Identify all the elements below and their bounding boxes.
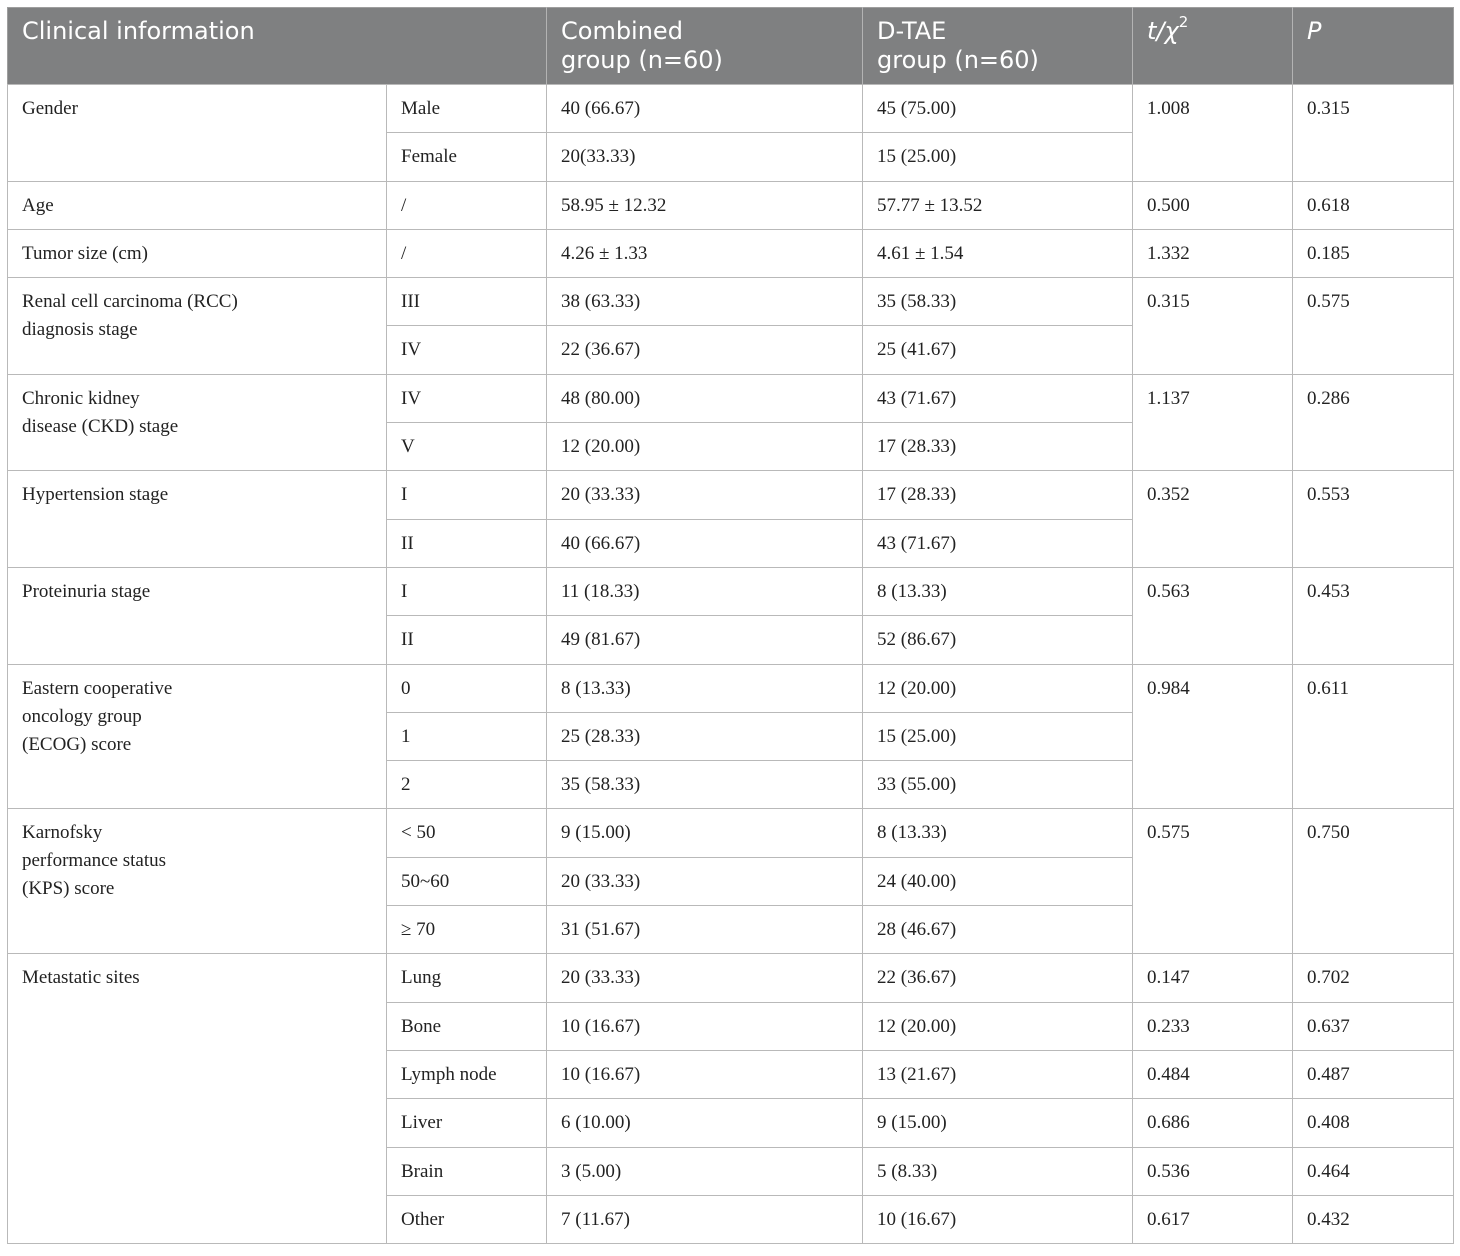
- row-group-label-line: (KPS) score: [22, 878, 115, 900]
- dtae-group-cell: 52 (86.67): [863, 616, 1133, 664]
- header-p-value-label: P: [1307, 17, 1322, 45]
- header-combined-line2: group (n=60): [561, 46, 723, 74]
- combined-group-cell: 38 (63.33): [547, 278, 863, 326]
- subcategory-cell: I: [387, 471, 547, 519]
- subcategory-cell: /: [387, 181, 547, 229]
- combined-group-cell: 6 (10.00): [547, 1099, 863, 1147]
- row-group-label-line: disease (CKD) stage: [22, 415, 179, 437]
- combined-group-cell: 49 (81.67): [547, 616, 863, 664]
- header-combined-line1: Combined: [561, 17, 683, 45]
- header-test-statistic: [1133, 8, 1293, 85]
- row-group-label: [8, 278, 387, 375]
- combined-group-cell: 11 (18.33): [547, 567, 863, 615]
- test-statistic-cell: 0.484: [1133, 1050, 1293, 1098]
- row-group-label: [8, 664, 387, 809]
- subcategory-cell: Brain: [387, 1147, 547, 1195]
- test-statistic-cell: 0.686: [1133, 1099, 1293, 1147]
- row-group-label: Proteinuria stage: [8, 567, 387, 664]
- table-row: [8, 809, 1454, 857]
- row-group-label: Age: [8, 181, 387, 229]
- subcategory-cell: I: [387, 567, 547, 615]
- row-group-label-line: performance status: [22, 850, 167, 872]
- table-row: [8, 567, 1454, 615]
- p-value-cell: 0.553: [1293, 471, 1454, 568]
- test-statistic-cell: 0.563: [1133, 567, 1293, 664]
- subcategory-cell: IV: [387, 374, 547, 422]
- table-row: [8, 181, 1454, 229]
- subcategory-cell: Other: [387, 1195, 547, 1243]
- p-value-cell: 0.453: [1293, 567, 1454, 664]
- test-statistic-cell: 0.315: [1133, 278, 1293, 375]
- table-row: [8, 664, 1454, 712]
- test-statistic-cell: 1.332: [1133, 229, 1293, 277]
- dtae-group-cell: 28 (46.67): [863, 906, 1133, 954]
- combined-group-cell: 8 (13.33): [547, 664, 863, 712]
- header-clinical-information-label: Clinical information: [22, 17, 255, 45]
- subcategory-cell: V: [387, 423, 547, 471]
- header-dtae-line2: group (n=60): [877, 46, 1039, 74]
- row-group-label-line: (ECOG) score: [22, 733, 132, 755]
- combined-group-cell: 20 (33.33): [547, 857, 863, 905]
- header-combined-group: [547, 8, 863, 85]
- test-statistic-cell: 0.536: [1133, 1147, 1293, 1195]
- row-group-label: [8, 374, 387, 471]
- table-row: [8, 954, 1454, 1002]
- p-value-cell: 0.464: [1293, 1147, 1454, 1195]
- combined-group-cell: 48 (80.00): [547, 374, 863, 422]
- subcategory-cell: II: [387, 616, 547, 664]
- dtae-group-cell: 5 (8.33): [863, 1147, 1133, 1195]
- dtae-group-cell: 17 (28.33): [863, 423, 1133, 471]
- combined-group-cell: 10 (16.67): [547, 1050, 863, 1098]
- header-clinical-information: [8, 8, 547, 85]
- p-value-cell: 0.432: [1293, 1195, 1454, 1243]
- test-statistic-cell: 0.233: [1133, 1002, 1293, 1050]
- subcategory-cell: 2: [387, 761, 547, 809]
- row-group-label: Hypertension stage: [8, 471, 387, 568]
- row-group-label-line: Karnofsky: [22, 822, 103, 844]
- subcategory-cell: Lymph node: [387, 1050, 547, 1098]
- row-group-label-line: Renal cell carcinoma (RCC): [22, 291, 238, 313]
- subcategory-cell: III: [387, 278, 547, 326]
- dtae-group-cell: 15 (25.00): [863, 133, 1133, 181]
- clinical-information-table: [7, 7, 1454, 1244]
- combined-group-cell: 40 (66.67): [547, 519, 863, 567]
- p-value-cell: 0.611: [1293, 664, 1454, 809]
- dtae-group-cell: 35 (58.33): [863, 278, 1133, 326]
- table-row: [8, 374, 1454, 422]
- combined-group-cell: 31 (51.67): [547, 906, 863, 954]
- table-row: [8, 471, 1454, 519]
- subcategory-cell: 0: [387, 664, 547, 712]
- combined-group-cell: 9 (15.00): [547, 809, 863, 857]
- combined-group-cell: 22 (36.67): [547, 326, 863, 374]
- combined-group-cell: 3 (5.00): [547, 1147, 863, 1195]
- dtae-group-cell: 24 (40.00): [863, 857, 1133, 905]
- combined-group-cell: 4.26 ± 1.33: [547, 229, 863, 277]
- p-value-cell: 0.618: [1293, 181, 1454, 229]
- dtae-group-cell: 43 (71.67): [863, 374, 1133, 422]
- subcategory-cell: Bone: [387, 1002, 547, 1050]
- row-group-label-line: oncology group: [22, 705, 142, 727]
- combined-group-cell: 40 (66.67): [547, 85, 863, 133]
- table-row: [8, 278, 1454, 326]
- subcategory-cell: 50~60: [387, 857, 547, 905]
- dtae-group-cell: 15 (25.00): [863, 712, 1133, 760]
- p-value-cell: 0.487: [1293, 1050, 1454, 1098]
- p-value-cell: 0.408: [1293, 1099, 1454, 1147]
- subcategory-cell: Male: [387, 85, 547, 133]
- dtae-group-cell: 33 (55.00): [863, 761, 1133, 809]
- dtae-group-cell: 43 (71.67): [863, 519, 1133, 567]
- test-statistic-cell: 0.147: [1133, 954, 1293, 1002]
- row-group-label-line: Chronic kidney: [22, 387, 140, 409]
- p-value-cell: 0.750: [1293, 809, 1454, 954]
- combined-group-cell: 20 (33.33): [547, 954, 863, 1002]
- row-group-label: Tumor size (cm): [8, 229, 387, 277]
- row-group-label: Metastatic sites: [8, 954, 387, 1244]
- dtae-group-cell: 22 (36.67): [863, 954, 1133, 1002]
- row-group-label: [8, 809, 387, 954]
- dtae-group-cell: 12 (20.00): [863, 664, 1133, 712]
- p-value-cell: 0.185: [1293, 229, 1454, 277]
- subcategory-cell: < 50: [387, 809, 547, 857]
- subcategory-cell: Female: [387, 133, 547, 181]
- subcategory-cell: ≥ 70: [387, 906, 547, 954]
- row-group-label-line: Eastern cooperative: [22, 677, 173, 699]
- test-statistic-cell: 0.984: [1133, 664, 1293, 809]
- combined-group-cell: 25 (28.33): [547, 712, 863, 760]
- dtae-group-cell: 9 (15.00): [863, 1099, 1133, 1147]
- p-value-cell: 0.575: [1293, 278, 1454, 375]
- clinical-table-container: [7, 7, 1453, 1244]
- dtae-group-cell: 17 (28.33): [863, 471, 1133, 519]
- combined-group-cell: 20(33.33): [547, 133, 863, 181]
- table-row: [8, 229, 1454, 277]
- test-statistic-cell: 0.500: [1133, 181, 1293, 229]
- dtae-group-cell: 8 (13.33): [863, 567, 1133, 615]
- test-statistic-cell: 0.575: [1133, 809, 1293, 954]
- test-statistic-cell: 1.008: [1133, 85, 1293, 182]
- dtae-group-cell: 25 (41.67): [863, 326, 1133, 374]
- header-dtae-group: [863, 8, 1133, 85]
- subcategory-cell: Lung: [387, 954, 547, 1002]
- test-statistic-cell: 0.617: [1133, 1195, 1293, 1243]
- dtae-group-cell: 57.77 ± 13.52: [863, 181, 1133, 229]
- header-test-statistic-label: t/χ: [1147, 17, 1179, 45]
- combined-group-cell: 35 (58.33): [547, 761, 863, 809]
- test-statistic-cell: 0.352: [1133, 471, 1293, 568]
- combined-group-cell: 58.95 ± 12.32: [547, 181, 863, 229]
- subcategory-cell: /: [387, 229, 547, 277]
- table-row: [8, 85, 1454, 133]
- subcategory-cell: Liver: [387, 1099, 547, 1147]
- header-dtae-line1: D-TAE: [877, 17, 947, 45]
- row-group-label-line: diagnosis stage: [22, 319, 138, 341]
- header-test-statistic-superscript: 2: [1178, 13, 1189, 31]
- p-value-cell: 0.286: [1293, 374, 1454, 471]
- subcategory-cell: 1: [387, 712, 547, 760]
- p-value-cell: 0.702: [1293, 954, 1454, 1002]
- dtae-group-cell: 4.61 ± 1.54: [863, 229, 1133, 277]
- p-value-cell: 0.637: [1293, 1002, 1454, 1050]
- table-body: [8, 85, 1454, 1244]
- header-row: [8, 8, 1454, 85]
- combined-group-cell: 20 (33.33): [547, 471, 863, 519]
- p-value-cell: 0.315: [1293, 85, 1454, 182]
- dtae-group-cell: 8 (13.33): [863, 809, 1133, 857]
- dtae-group-cell: 12 (20.00): [863, 1002, 1133, 1050]
- subcategory-cell: IV: [387, 326, 547, 374]
- combined-group-cell: 7 (11.67): [547, 1195, 863, 1243]
- dtae-group-cell: 13 (21.67): [863, 1050, 1133, 1098]
- combined-group-cell: 10 (16.67): [547, 1002, 863, 1050]
- header-p-value: [1293, 8, 1454, 85]
- dtae-group-cell: 10 (16.67): [863, 1195, 1133, 1243]
- subcategory-cell: II: [387, 519, 547, 567]
- dtae-group-cell: 45 (75.00): [863, 85, 1133, 133]
- table-header: [8, 8, 1454, 85]
- combined-group-cell: 12 (20.00): [547, 423, 863, 471]
- row-group-label: Gender: [8, 85, 387, 182]
- test-statistic-cell: 1.137: [1133, 374, 1293, 471]
